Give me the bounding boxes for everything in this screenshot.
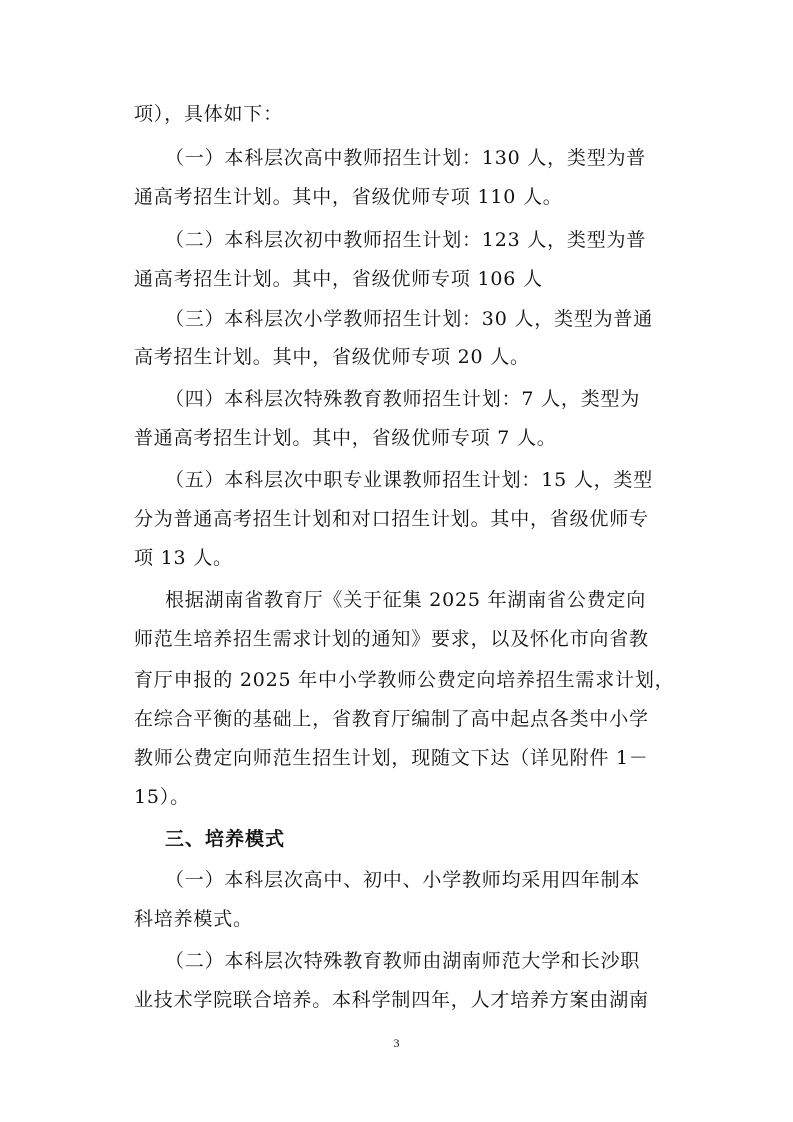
text-line: 项 13 人。 xyxy=(134,547,233,569)
text-line: 根据湖南省教育厅《关于征集 2025 年湖南省公费定向 xyxy=(165,589,647,611)
text-line: （二）本科层次特殊教育教师由湖南师范大学和长沙职 xyxy=(165,950,641,972)
text-line: 通高考招生计划。其中，省级优师专项 106 人 xyxy=(134,268,543,290)
text-line: （二）本科层次初中教师招生计划：123 人，类型为普 xyxy=(165,229,647,251)
text-line: 在综合平衡的基础上，省教育厅编制了高中起点各类中小学 xyxy=(134,708,649,730)
text-line: 业技术学院联合培养。本科学制四年，人才培养方案由湖南 xyxy=(134,989,649,1011)
text-line: 通高考招生计划。其中，省级优师专项 110 人。 xyxy=(134,186,563,208)
text-line: 教师公费定向师范生招生计划，现随文下达（详见附件 1－ xyxy=(134,747,649,769)
text-line: （一）本科层次高中教师招生计划：130 人，类型为普 xyxy=(165,147,647,169)
text-line: （四）本科层次特殊教育教师招生计划：7 人，类型为 xyxy=(165,388,641,410)
text-line: 科培养模式。 xyxy=(134,908,253,930)
text-line: 育厅申报的 2025 年中小学教师公费定向培养招生需求计划， xyxy=(134,669,675,691)
text-line: 项），具体如下： xyxy=(134,103,283,125)
text-line: （五）本科层次中职专业课教师招生计划：15 人，类型 xyxy=(165,469,654,491)
section-heading: 三、培养模式 xyxy=(165,828,286,850)
text-line: 师范生培养招生需求计划的通知》要求，以及怀化市向省教 xyxy=(134,628,649,650)
text-line: 分为普通高考招生计划和对口招生计划。其中，省级优师专 xyxy=(134,508,649,530)
text-line: 15）。 xyxy=(134,786,190,808)
text-line: （一）本科层次高中、初中、小学教师均采用四年制本 xyxy=(165,869,641,891)
text-line: （三）本科层次小学教师招生计划：30 人，类型为普通 xyxy=(165,308,654,330)
text-line: 高考招生计划。其中，省级优师专项 20 人。 xyxy=(134,346,530,368)
page-number: 3 xyxy=(393,1036,400,1050)
text-line: 普通高考招生计划。其中，省级优师专项 7 人。 xyxy=(134,427,557,449)
